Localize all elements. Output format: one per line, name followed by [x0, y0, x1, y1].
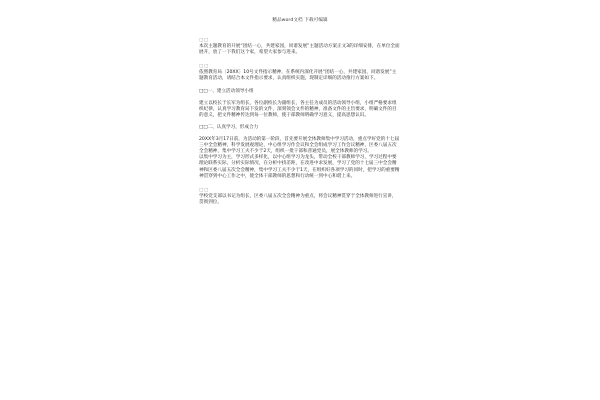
study-detail-paragraph: 以集中学习为主，学习形式多样化，以中心组学习为龙头，带动全校干部教师学习，学习过程中要理论联系实际，分析实际情况，在分析中找差距，在改进中求发展，学习了党的十七届三中全会精神和区委八届五次全会精神，集中学习工夫不少于1天，在组织好各项学习的同时，把学习的重要精神贯穿到中心工作之中，使全体干部教师的思想和行动统一到中心和谐上来。	[199, 155, 400, 179]
document-body	[199, 38, 400, 206]
section-heading: □□一、建立活动领导小组	[199, 88, 254, 94]
closing-paragraph: 学校党支部以书记为组长，区委八届五次全会精神为重点，将会议精神贯穿于全体教师进行宣讲，贯彻到位。	[199, 193, 397, 205]
section-heading: □□二、认真学习，形成合力	[199, 124, 259, 130]
intro-paragraph: 本次主题教育的开展“团结一心，共建家园，同谱发展”主题活动方案正文3的详细安排，在单位全面展开，放了一下我们这个家，希望大家参与进来。	[199, 44, 400, 56]
study-paragraph: 20XX年3月17日前，为活动的第一阶段，首先要开展全体教师集中学习活动，重点学好党的十七届三中全会精神，科学发展观理论，中心组学习作会议和全会组成学习工作会议精神，区委八届五次全会精神，集中学习工夫不少于2天，组织一批干部和普通党员，展全体教师的学习。	[199, 137, 400, 155]
paragraph-marker: □□	[199, 64, 209, 70]
basis-paragraph: 依照教育局〔20XX〕10号文件指示精神，在系统内深化开展“团结一心，共建家园，同谱发展”主题教育活动，请结合本文件指示要求，认真组织实施，现制定详细的活动推行方案如下。	[199, 70, 397, 82]
paragraph-marker: □□	[199, 38, 209, 43]
document-banner: 精品word文档 下载可编辑	[272, 18, 328, 23]
leadership-paragraph: 建立以校长于长军为组长，各位副校长为副组长，各主任为成员的活动领导小组，小组严格要求组织纪律，认真学习教育局下发的文件，深刻领会文件的精神，准备文件的主旨要求，明确文件的目的意义，把文件精神传达到每一位教师，使干部教师明确学习意义，提高思想认识。	[199, 100, 397, 118]
paragraph-marker: □□	[199, 187, 209, 193]
